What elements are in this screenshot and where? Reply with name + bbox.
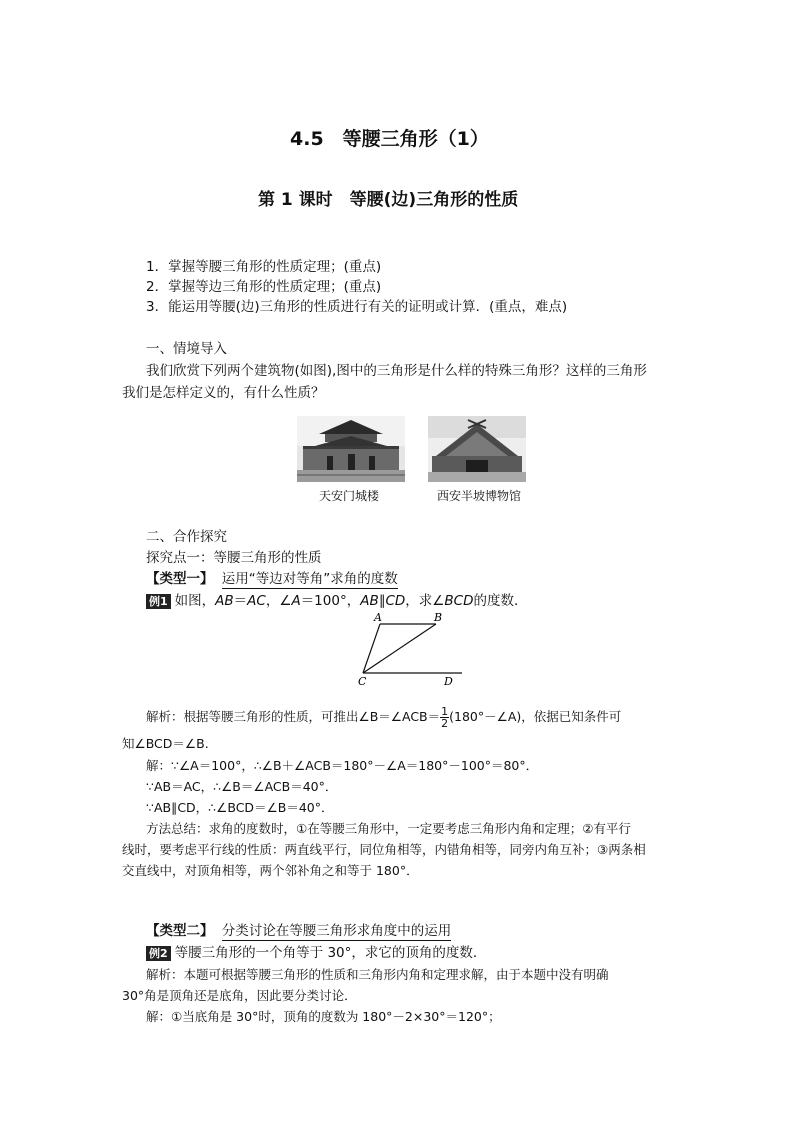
- type-2-heading: [146, 922, 451, 940]
- solution-1-line-1: 解：∵∠A＝100°，∴∠B＋∠ACB＝180°－∠A＝180°－100°＝80°．: [146, 758, 539, 773]
- geometry-figure: [350, 610, 480, 690]
- lesson-subtitle: 第 1 课时 等腰(边)三角形的性质: [258, 190, 519, 210]
- type-1-tag: 【类型一】: [146, 571, 214, 587]
- example-1-badge: 例1: [146, 594, 171, 609]
- type-1-title: 运用“等边对等角”求角的度数: [221, 571, 398, 587]
- analysis-text: (180°－∠A)，依据已知条件可: [449, 709, 622, 724]
- ex1-text: ∥: [378, 593, 386, 609]
- ex1-text: ，求∠: [405, 593, 445, 609]
- type-1-heading: [146, 570, 398, 588]
- method-summary-line-3: 交直线中，对顶角相等，两个邻补角之和等于 180°．: [122, 863, 419, 878]
- section-heading-explore: 二、合作探究: [146, 529, 227, 545]
- ex1-text: ＝100°，: [300, 593, 361, 609]
- method-summary-line-1: 方法总结：求角的度数时，①在等腰三角形中，一定要考虑三角形内角和定理；②有平行: [146, 821, 631, 836]
- fraction-denominator: 2: [441, 717, 449, 730]
- point-d-label: D: [444, 675, 453, 688]
- ex1-text: ＝: [233, 593, 248, 609]
- analysis-text: 解析：根据等腰三角形的性质，可推出∠B＝∠ACB＝: [146, 709, 441, 724]
- ex1-var: CD: [385, 593, 406, 609]
- method-summary-line-2: 线时，要考虑平行线的性质：两直线平行，同位角相等，内错角相等，同旁内角互补；③两条相: [122, 842, 646, 857]
- example-2-text: 等腰三角形的一个角等于 30°，求它的顶角的度数．: [174, 945, 487, 961]
- fraction-numerator: 1: [441, 705, 449, 718]
- example-2-badge: 例2: [146, 946, 171, 961]
- ex1-var: A: [291, 593, 301, 609]
- banpo-museum-photo: [428, 416, 526, 482]
- ex1-var: AC: [247, 593, 266, 609]
- solution-1-line-3: ∵AB∥CD，∴∠BCD＝∠B＝40°．: [146, 800, 334, 815]
- photo-caption-tiananmen: 天安门城楼: [319, 489, 380, 503]
- ex1-var: AB: [215, 593, 234, 609]
- segment-bc: [363, 624, 436, 673]
- page-title: 4.5 等腰三角形（1）: [290, 128, 489, 150]
- ex1-var: BCD: [444, 593, 474, 609]
- fraction-one-half: [440, 706, 449, 729]
- point-a-label: A: [374, 611, 382, 624]
- ex1-text: ，∠: [265, 593, 292, 609]
- ex1-text: 的度数．: [473, 593, 528, 609]
- point-c-label: C: [358, 675, 367, 688]
- example-1: [146, 592, 528, 610]
- analysis-2-line-1: 解析：本题可根据等腰三角形的性质和三角形内角和定理求解，由于本题中没有明确: [146, 967, 609, 982]
- objective-1: 1．掌握等腰三角形的性质定理；(重点): [146, 259, 382, 275]
- analysis-1-line-1: [146, 706, 621, 729]
- ex1-text: 如图，: [174, 593, 216, 609]
- point-b-label: B: [434, 611, 443, 624]
- solution-2-line-1: 解：①当底角是 30°时，顶角的度数为 180°－2×30°＝120°；: [146, 1009, 501, 1024]
- type-2-title: 分类讨论在等腰三角形求角度中的运用: [221, 923, 452, 939]
- segment-ac: [363, 624, 380, 673]
- analysis-1-line-2: 知∠BCD＝∠B.: [122, 736, 209, 751]
- type-2-tag: 【类型二】: [146, 923, 214, 939]
- solution-1-line-2: ∵AB＝AC，∴∠B＝∠ACB＝40°．: [146, 779, 338, 794]
- section-heading-intro: 一、情境导入: [146, 341, 227, 357]
- ex1-var: AB: [360, 593, 379, 609]
- objective-2: 2．掌握等边三角形的性质定理；(重点): [146, 279, 382, 295]
- tiananmen-photo: [297, 416, 405, 482]
- objective-3: 3．能运用等腰(边)三角形的性质进行有关的证明或计算．(重点，难点): [146, 299, 568, 315]
- explore-point-1: 探究点一：等腰三角形的性质: [146, 550, 322, 566]
- intro-text-line-2: 我们是怎样定义的，有什么性质？: [122, 385, 325, 401]
- analysis-2-line-2: 30°角是顶角还是底角，因此要分类讨论．: [122, 988, 357, 1003]
- photo-caption-banpo: 西安半坡博物馆: [437, 489, 522, 503]
- example-2: [146, 944, 486, 962]
- intro-text-line-1: 我们欣赏下列两个建筑物(如图),图中的三角形是什么样的特殊三角形？这样的三角形: [146, 363, 647, 379]
